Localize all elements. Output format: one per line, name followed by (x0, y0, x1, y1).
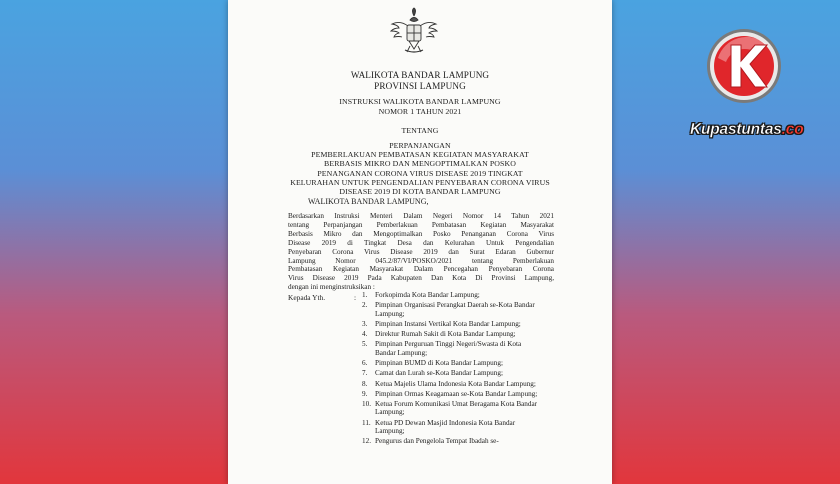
list-item (362, 419, 538, 436)
list-number: 8. (362, 379, 368, 388)
body-line: Lampung Nomor 045.2/87/VI/POSKO/2021 tentang Pemberlakuan (288, 256, 554, 265)
list-number: 11. (362, 418, 371, 427)
brand-name: Kupastuntas (690, 121, 782, 138)
kepada-colon: : (354, 293, 357, 302)
list-item (362, 369, 538, 378)
list-text: Ketua PD Dewan Masjid Indonesia Kota Bandar Lampung; (375, 418, 516, 436)
list-text: Pengurus dan Pengelola Tempat Ibadah se- (375, 437, 499, 446)
list-number: 4. (362, 330, 368, 339)
body-line: Berdasarkan Instruksi Menteri Dalam Negeri Nomor 14 Tahun 2021 (288, 212, 554, 220)
subject-line: KELURAHAN UNTUK PENGENDALIAN PENYEBARAN CORONA VIRUS (290, 177, 550, 187)
list-item (362, 380, 538, 389)
list-number: 1. (362, 291, 368, 299)
tentang-label: TENTANG (401, 126, 439, 135)
salutation: WALIKOTA BANDAR LAMPUNG, (308, 197, 429, 206)
body-paragraph (288, 212, 554, 292)
subject-line: DISEASE 2019 DI KOTA BANDAR LAMPUNG (339, 187, 501, 197)
instruction-title: INSTRUKSI WALIKOTA BANDAR LAMPUNG (339, 97, 501, 106)
list-item (362, 359, 538, 368)
list-text: Forkopimda Kota Bandar Lampung; (375, 291, 480, 299)
list-item (362, 390, 538, 399)
body-line: Berbasis Mikro dan Mengoptimalkan Posko Penanganan Corona Virus (288, 229, 554, 238)
issuer-line-1: WALIKOTA BANDAR LAMPUNG (350, 70, 490, 80)
list-item (362, 400, 538, 417)
list-item (362, 291, 538, 300)
list-text: Pimpinan Ormas Keagamaan se-Kota Bandar Lampung; (375, 389, 538, 398)
list-item (362, 330, 538, 339)
recipient-list (362, 291, 538, 448)
body-line: Disease 2019 di Tingkat Desa dan Kelurahan Untuk Pengendalian (288, 238, 554, 247)
list-text: Ketua Majelis Ulama Indonesia Kota Bandar Lampung; (375, 379, 536, 388)
issuer-header (228, 70, 612, 92)
k-logo-icon (706, 28, 782, 104)
list-text: Direktur Rumah Sakit di Kota Bandar Lampung; (375, 330, 516, 339)
brand-tld: .co (781, 121, 804, 138)
list-item (362, 301, 538, 318)
subject-line: PENANGANAN CORONA VIRUS DISEASE 2019 TINGKAT (317, 168, 523, 178)
list-item (362, 340, 538, 357)
list-text: Pimpinan Organisasi Perangkat Daerah se-Kota Bandar Lampung; (375, 301, 535, 318)
body-line: dengan ini menginstruksikan : (288, 283, 375, 292)
list-text: Pimpinan Instansi Vertikal Kota Bandar Lampung; (375, 319, 521, 328)
list-number: 6. (362, 359, 368, 368)
list-number: 9. (362, 389, 368, 398)
subject-line: PEMBERLAKUAN PEMBATASAN KEGIATAN MASYARAKAT (311, 150, 529, 160)
list-number: 2. (362, 301, 368, 310)
list-number: 10. (362, 399, 371, 408)
list-text: Camat dan Lurah se-Kota Bandar Lampung; (375, 369, 503, 378)
list-text: Ketua Forum Komunikasi Umat Beragama Kota Bandar Lampung; (375, 399, 538, 417)
body-line: Penyebaran Corona Virus Disease 2019 dan Surat Edaran Gubernur (288, 247, 554, 256)
garuda-emblem-icon (388, 6, 440, 60)
document-page (228, 0, 612, 484)
issuer-line-2: PROVINSI LAMPUNG (374, 81, 466, 91)
body-line: Virus Disease 2019 Pada Kabupaten Dan Kota Di Provinsi Lampung, (288, 274, 554, 283)
list-number: 7. (362, 369, 368, 378)
kepada-label: Kepada Yth. (288, 293, 326, 302)
subject-block (228, 141, 612, 196)
body-line: Pembatasan Kegiatan Masyarakat Dalam Pencegahan Penyebaran Corona (288, 265, 554, 274)
body-line: tentang Perpanjangan Pemberlakuan Pembatasan Kegiatan Masyarakat (288, 220, 554, 229)
list-number: 5. (362, 340, 368, 349)
list-text: Pimpinan BUMD di Kota Bandar Lampung; (375, 359, 503, 368)
list-item (362, 437, 538, 446)
instruction-heading (228, 97, 612, 116)
subject-line: PERPANJANGAN (389, 141, 451, 150)
instruction-number: NOMOR 1 TAHUN 2021 (378, 106, 462, 116)
brand-watermark (690, 121, 803, 139)
list-number: 12. (362, 437, 371, 446)
list-item (362, 320, 538, 329)
subject-line: BERBASIS MIKRO DAN MENGOPTIMALKAN POSKO (324, 159, 516, 169)
list-number: 3. (362, 319, 368, 328)
list-text: Pimpinan Perguruan Tinggi Negeri/Swasta di Kota Bandar Lampung; (375, 340, 522, 357)
